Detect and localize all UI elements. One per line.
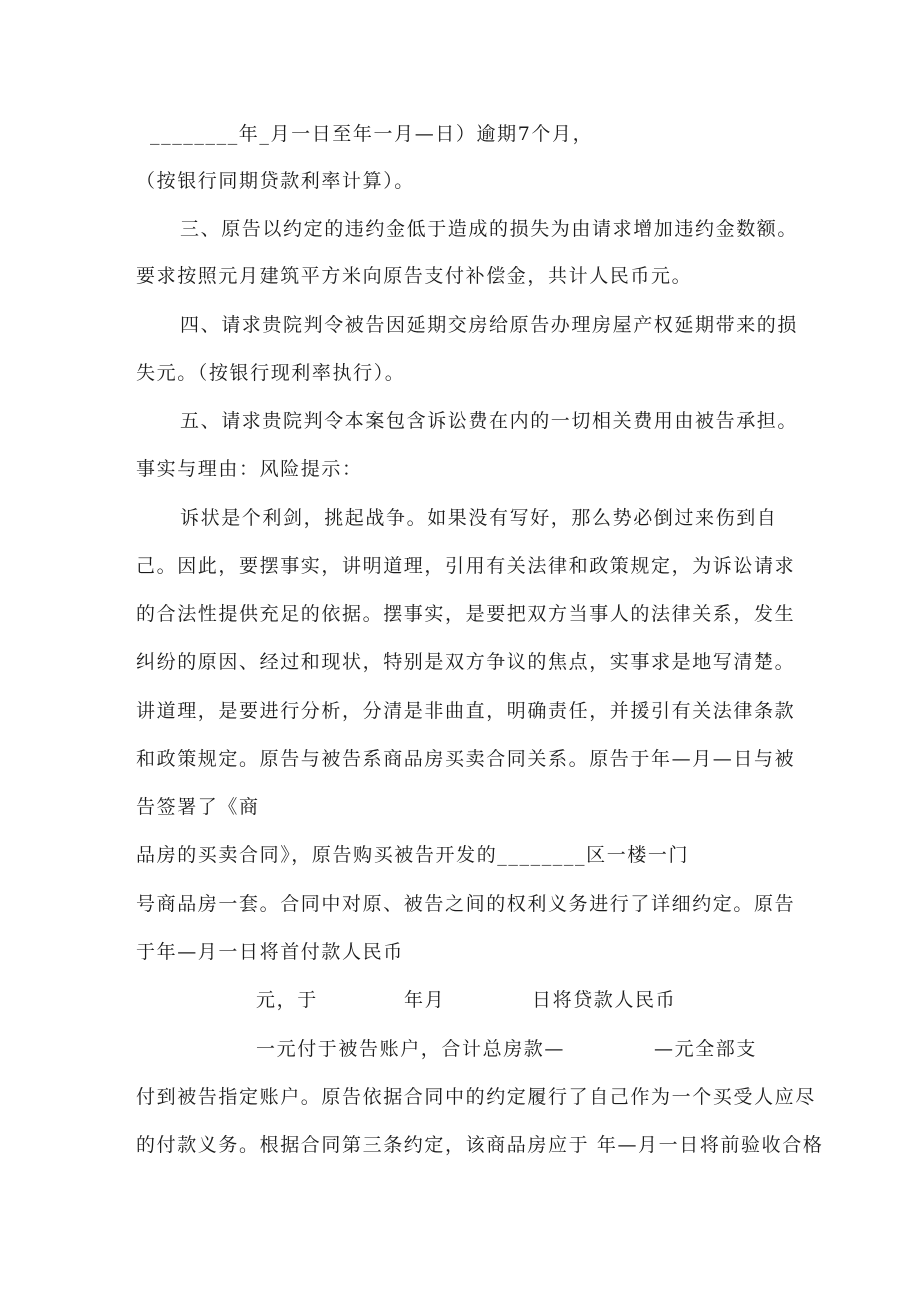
text-line: 品房的买卖合同》，原告购买被告开发的________区一楼一门	[136, 844, 690, 866]
text-line: 失元。（按银行现利率执行）。	[136, 362, 406, 384]
text-line: 纠纷的原因、经过和现状，特别是双方争议的焦点，实事求是地写清楚。	[136, 651, 796, 673]
text-line: 号商品房一套。合同中对原、被告之间的权利义务进行了详细约定。原告	[136, 893, 796, 915]
text-fragment: —元全部支	[654, 1038, 758, 1060]
text-line: 付到被告指定账户。原告依据合同中的约定履行了自己作为一个买受人应尽	[136, 1086, 816, 1108]
text-line: 于年—月一日将首付款人民币	[136, 941, 404, 963]
text-fragment: 元，于	[256, 989, 318, 1011]
text-line: 告签署了《商	[136, 796, 260, 818]
text-line: 要求按照元月建筑平方米向原告支付补偿金，共计人民币元。	[136, 265, 693, 287]
text-line: 的付款义务。根据合同第三条约定，该商品房应于 年—月一日将前验收合格	[136, 1134, 824, 1156]
text-line: 的合法性提供充足的依据。摆事实，是要把双方当事人的法律关系，发生	[136, 603, 796, 625]
text-line: 讲道理，是要进行分析，分清是非曲直，明确责任，并援引有关法律条款	[136, 700, 796, 722]
text-fragment: 一元付于被告账户，合计总房款—	[256, 1038, 566, 1060]
paragraph-claim-4: 四、请求贵院判令被告因延期交房给原告办理房屋产权延期带来的损	[180, 314, 799, 336]
section-heading-facts: 事实与理由：风险提示：	[136, 458, 363, 480]
paragraph-claim-3: 三、原告以约定的违约金低于造成的损失为由请求增加违约金数额。	[180, 218, 799, 240]
paragraph-risk-tip: 诉状是个利剑，挑起战争。如果没有写好，那么势必倒过来伤到自	[180, 507, 778, 529]
text-fragment: 年月	[404, 989, 446, 1011]
paragraph-claim-5: 五、请求贵院判令本案包含诉讼费在内的一切相关费用由被告承担。	[180, 410, 799, 432]
text-fragment: 日将贷款人民币	[532, 989, 677, 1011]
text-line: 己。因此，要摆事实，讲明道理，引用有关法律和政策规定，为诉讼请求	[136, 555, 796, 577]
text-line: ________年_月一日至年一月—日）逾期7个月，	[150, 123, 594, 145]
text-line: （按银行同期贷款利率计算）。	[136, 170, 415, 192]
text-line: 和政策规定。原告与被告系商品房买卖合同关系。原告于年—月—日与被	[136, 748, 796, 770]
